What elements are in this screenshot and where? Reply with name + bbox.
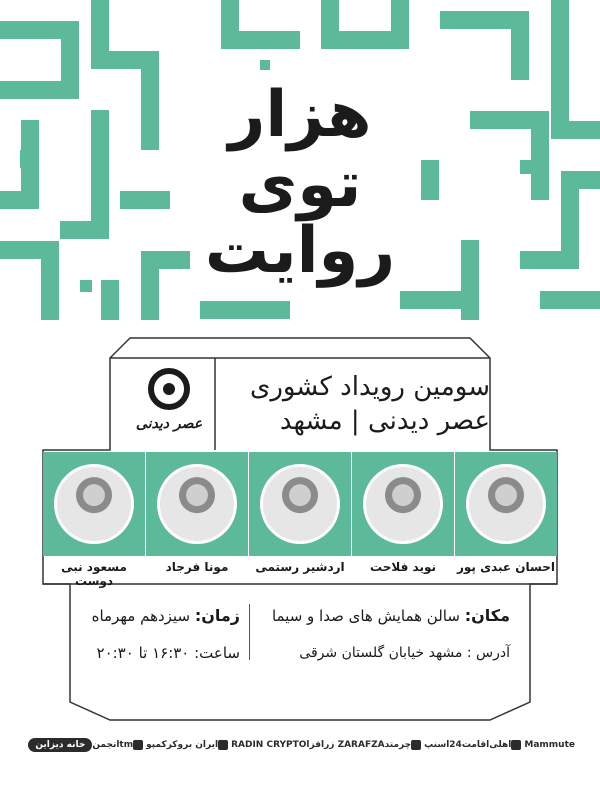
- time-date: سیزدهم مهرماه: [91, 607, 191, 625]
- venue-info: [262, 604, 510, 666]
- poster-title-line-2: توی: [238, 148, 362, 222]
- speakers-row: [43, 452, 557, 588]
- eye-ring-icon: [148, 368, 190, 410]
- speaker-card: [146, 452, 248, 584]
- speaker-card: [455, 452, 557, 584]
- sponsor-logo: چرمتد: [384, 740, 412, 750]
- speaker-name: اردشیر رستمی: [255, 560, 345, 574]
- speaker-name: مسعود نبی دوست: [61, 560, 127, 588]
- time-info: [68, 604, 240, 666]
- speaker-photo: [54, 464, 134, 544]
- sponsor-logo: Mammute: [511, 740, 575, 750]
- face-icon: [218, 740, 228, 750]
- speaker-photo: [363, 464, 443, 544]
- speaker-photo: [260, 464, 340, 544]
- building-icon: [411, 740, 421, 750]
- sponsor-logo: اسنپ: [411, 740, 449, 750]
- sponsor-logo: زرافزا ZARAFZA: [306, 740, 385, 750]
- sponsor-logo: اقامت24: [449, 740, 490, 750]
- speaker-name: احسان عبدی پور: [456, 560, 556, 574]
- speaker-name: مونا فرجاد: [165, 560, 229, 574]
- sponsor-logo: ایران بروکر: [166, 740, 219, 750]
- venue-value: سالن همایش های صدا و سیما: [271, 607, 460, 625]
- sponsor-logo: tm: [119, 740, 134, 750]
- logo-text: عصر دیدنی: [135, 416, 203, 432]
- event-title-line-2: عصر دیدنی | مشهد: [279, 406, 490, 436]
- event-logo: [126, 366, 212, 446]
- poster-title-line-3: روایت: [204, 214, 396, 288]
- venue-label: مکان:: [464, 606, 510, 625]
- time-hours: ساعت: ۱۶:۳۰ تا ۲۰:۳۰: [96, 644, 240, 662]
- venue-address: آدرس : مشهد خیابان گلستان شرقی: [299, 645, 510, 661]
- leaf-icon: [133, 740, 143, 750]
- info-divider: [249, 604, 250, 660]
- poster-title-line-1: هزار: [228, 78, 372, 152]
- sponsor-logo: اهلی: [489, 740, 512, 750]
- event-title: [222, 370, 490, 438]
- speaker-card: [352, 452, 454, 584]
- speaker-name: نوید فلاحت: [370, 560, 436, 574]
- speaker-photo: [157, 464, 237, 544]
- sponsor-logo: کمپو: [133, 740, 167, 750]
- event-title-line-1: سومین رویداد کشوری: [249, 372, 490, 402]
- speaker-card: [43, 452, 145, 588]
- speaker-photo: [466, 464, 546, 544]
- sponsor-logos: [30, 730, 575, 760]
- sponsor-logo: خانه دیزاین: [28, 738, 92, 752]
- sponsor-logo: انجمن: [92, 740, 120, 750]
- time-label: زمان:: [194, 606, 240, 625]
- speaker-card: [249, 452, 351, 584]
- mammute-icon: [511, 740, 521, 750]
- sponsor-logo: RADIN CRYPTO: [218, 740, 306, 750]
